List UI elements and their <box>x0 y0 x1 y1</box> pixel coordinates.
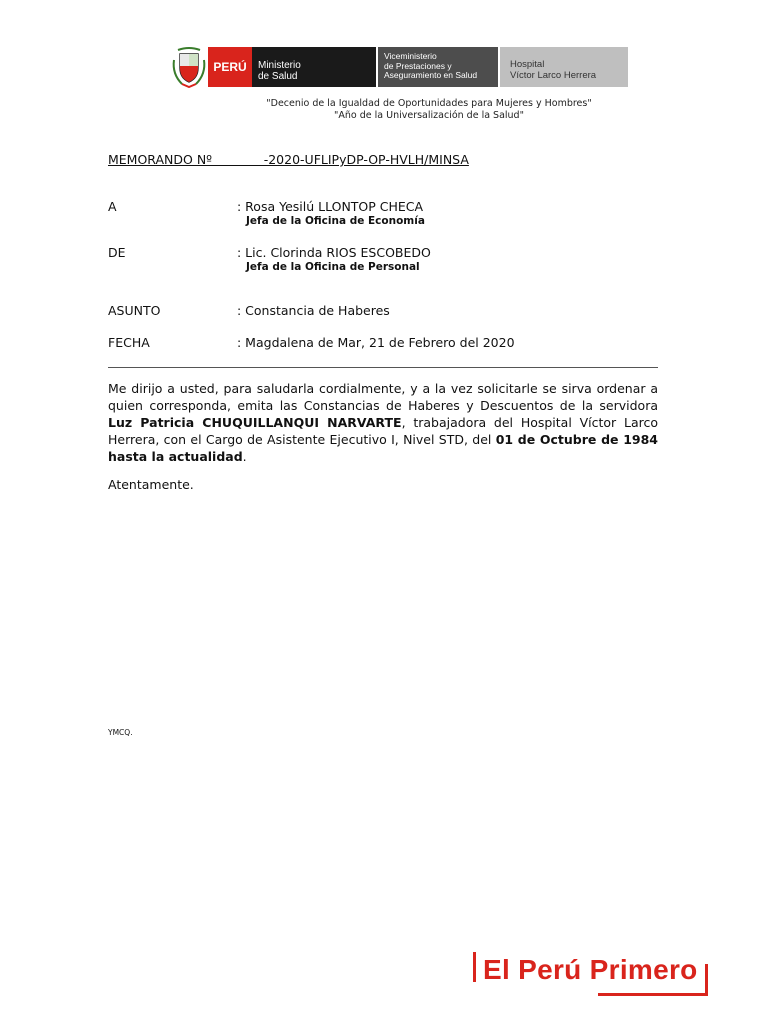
ministerio-logo-box <box>252 47 376 87</box>
body-text-part: , trabajadora del Hospital Víctor Larco Herrera, con el Cargo de Asistente Ejecutivo I, Nivel STD, del <box>108 415 658 447</box>
ministerio-line: Ministerio <box>258 60 301 71</box>
motto-decenio: "Decenio de la Igualdad de Oportunidades para Mujeres y Hombres" <box>266 98 592 109</box>
viceministerio-line: Viceministerio <box>384 51 437 61</box>
body-text-part: . <box>242 449 247 464</box>
motto-anio: "Año de la Universalización de la Salud" <box>334 110 524 121</box>
viceministerio-line: Aseguramiento en Salud <box>384 70 478 80</box>
viceministerio-logo-box <box>378 47 498 87</box>
to-role: Jefa de la Oficina de Economía <box>246 215 425 227</box>
typist-initials: YMCQ. <box>108 728 133 737</box>
from-label: DE <box>108 245 126 260</box>
memo-title: MEMORANDO Nº -2020-UFLIPyDP-OP-HVLH/MINSA <box>108 152 469 167</box>
hospital-line: Víctor Larco Herrera <box>510 69 597 81</box>
closing-text: Atentamente. <box>108 477 194 492</box>
subject-label: ASUNTO <box>108 303 161 318</box>
to-label: A <box>108 199 117 214</box>
logo-frame-left <box>473 952 476 982</box>
hospital-logo-box <box>500 47 628 87</box>
body-text-part: Me dirijo a usted, para saludarla cordialmente, y a la vez solicitarle se sirva ordenar a quien corresponda, emita las Constancias de Haberes y Descuentos de la servidora <box>108 381 658 413</box>
body-paragraph <box>108 380 658 465</box>
date-value: : Magdalena de Mar, 21 de Febrero del 2020 <box>237 335 515 350</box>
el-peru-primero-logo <box>473 952 708 996</box>
brand-text: El Perú Primero <box>483 954 698 985</box>
peru-label: PERÚ <box>213 60 247 74</box>
from-name: : Lic. Clorinda RIOS ESCOBEDO <box>237 245 431 260</box>
logo-frame-right <box>705 964 708 996</box>
to-name: : Rosa Yesilú LLONTOP CHECA <box>237 199 424 214</box>
hospital-line: Hospital <box>510 59 545 70</box>
service-period: 01 de Octubre de 1984 hasta la actualidad <box>108 432 659 464</box>
ministerio-line: de Salud <box>258 71 298 82</box>
logo-frame-bottom <box>598 993 708 996</box>
separator-line <box>108 367 658 368</box>
coat-of-arms-emblem <box>170 46 208 88</box>
subject-value: : Constancia de Haberes <box>237 303 390 318</box>
viceministerio-line: de Prestaciones y <box>384 60 452 71</box>
employee-name: Luz Patricia CHUQUILLANQUI NARVARTE <box>108 415 402 430</box>
from-role: Jefa de la Oficina de Personal <box>246 261 420 273</box>
peru-logo-box <box>208 47 252 87</box>
date-label: FECHA <box>108 335 150 350</box>
